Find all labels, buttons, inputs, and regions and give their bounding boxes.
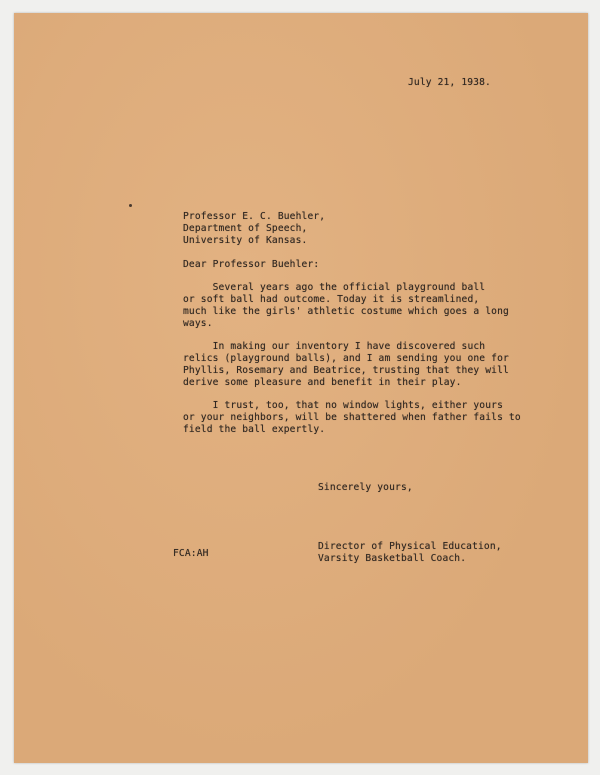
inside-address-line-1: Professor E. C. Buehler, [183,211,326,222]
typist-initials: FCA:AH [173,548,209,559]
paragraph-3-line-2: or your neighbors, will be shattered when father fails to [183,412,521,423]
closing: Sincerely yours, [318,482,413,493]
inside-address-line-3: University of Kansas. [183,235,308,246]
paragraph-2-line-4: derive some pleasure and benefit in their play. [183,377,462,388]
paragraph-1-line-1: Several years ago the official playground ball [183,282,486,293]
paper-speck [129,204,132,207]
salutation: Dear Professor Buehler: [183,259,320,270]
letter-page [14,13,588,763]
paragraph-2-line-2: relics (playground balls), and I am sending you one for [183,353,509,364]
paragraph-1-line-4: ways. [183,318,213,329]
paragraph-2-line-1: In making our inventory I have discovered such [183,341,486,352]
paragraph-1-line-3: much like the girls' athletic costume which goes a long [183,306,509,317]
letter-date: July 21, 1938. [408,77,491,88]
signature-title-line-2: Varsity Basketball Coach. [318,553,467,564]
signature-title-line-1: Director of Physical Education, [318,541,502,552]
paragraph-3-line-1: I trust, too, that no window lights, either yours [183,400,503,411]
inside-address-line-2: Department of Speech, [183,223,308,234]
paragraph-1-line-2: or soft ball had outcome. Today it is streamlined, [183,294,480,305]
paragraph-3-line-3: field the ball expertly. [183,424,326,435]
paragraph-2-line-3: Phyllis, Rosemary and Beatrice, trusting that they will [183,365,509,376]
